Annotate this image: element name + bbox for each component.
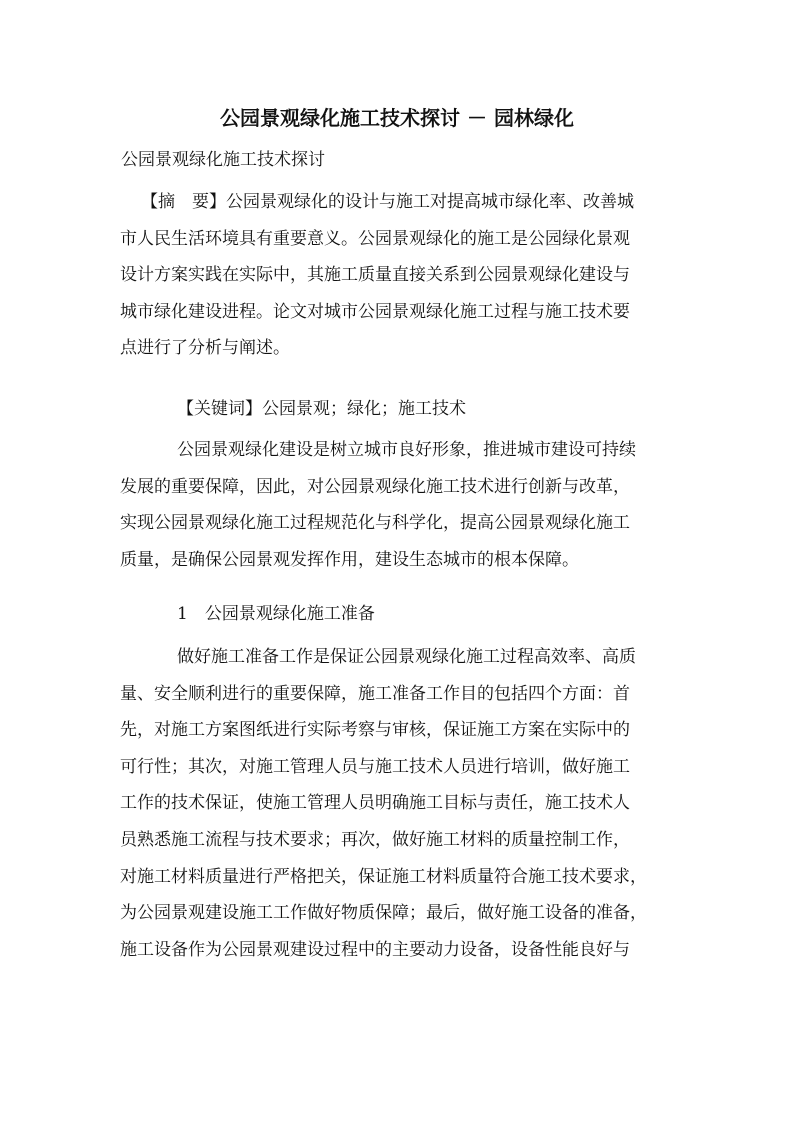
keywords-line: 【关键词】公园景观；绿化；施工技术	[177, 399, 466, 419]
intro-line: 质量，是确保公园景观发挥作用，建设生态城市的根本保障。	[120, 549, 579, 570]
section-line: 员熟悉施工流程与技术要求；再次，做好施工材料的质量控制工作，	[120, 829, 630, 850]
section-line: 施工设备作为公园景观建设过程中的主要动力设备，设备性能良好与	[120, 939, 630, 960]
section-line: 对施工材料质量进行严格把关，保证施工材料质量符合施工技术要求，	[120, 866, 647, 887]
document-subtitle: 公园景观绿化施工技术探讨	[121, 150, 325, 170]
document-title: 公园景观绿化施工技术探讨 － 园林绿化	[220, 106, 574, 130]
intro-line: 实现公园景观绿化施工过程规范化与科学化，提高公园景观绿化施工	[120, 513, 630, 534]
abstract-line: 城市绿化建设进程。论文对城市公园景观绿化施工过程与施工技术要	[120, 301, 630, 322]
intro-line: 发展的重要保障，因此，对公园景观绿化施工技术进行创新与改革，	[120, 476, 630, 497]
section-line: 工作的技术保证，使施工管理人员明确施工目标与责任，施工技术人	[120, 793, 630, 814]
section-line: 做好施工准备工作是保证公园景观绿化施工过程高效率、高质	[177, 647, 636, 667]
section-line: 先，对施工方案图纸进行实际考察与审核，保证施工方案在实际中的	[120, 720, 630, 741]
abstract-line: 市人民生活环境具有重要意义。公园景观绿化的施工是公园绿化景观	[120, 228, 630, 249]
section-line: 可行性；其次，对施工管理人员与施工技术人员进行培训，做好施工	[120, 756, 630, 777]
section-line: 为公园景观建设施工工作做好物质保障；最后，做好施工设备的准备，	[120, 903, 647, 924]
intro-line: 公园景观绿化建设是树立城市良好形象，推进城市建设可持续	[177, 440, 636, 460]
abstract-line: 点进行了分析与阐述。	[120, 338, 290, 359]
section-line: 量、安全顺利进行的重要保障，施工准备工作目的包括四个方面：首	[120, 683, 630, 704]
section-heading: 1 公园景观绿化施工准备	[177, 604, 375, 624]
abstract-paragraph	[120, 184, 676, 367]
abstract-line: 【摘 要】公园景观绿化的设计与施工对提高城市绿化率、改善城	[141, 192, 634, 212]
section-paragraph	[120, 639, 676, 968]
abstract-line: 设计方案实践在实际中，其施工质量直接关系到公园景观绿化建设与	[120, 265, 630, 286]
intro-paragraph	[120, 432, 676, 578]
